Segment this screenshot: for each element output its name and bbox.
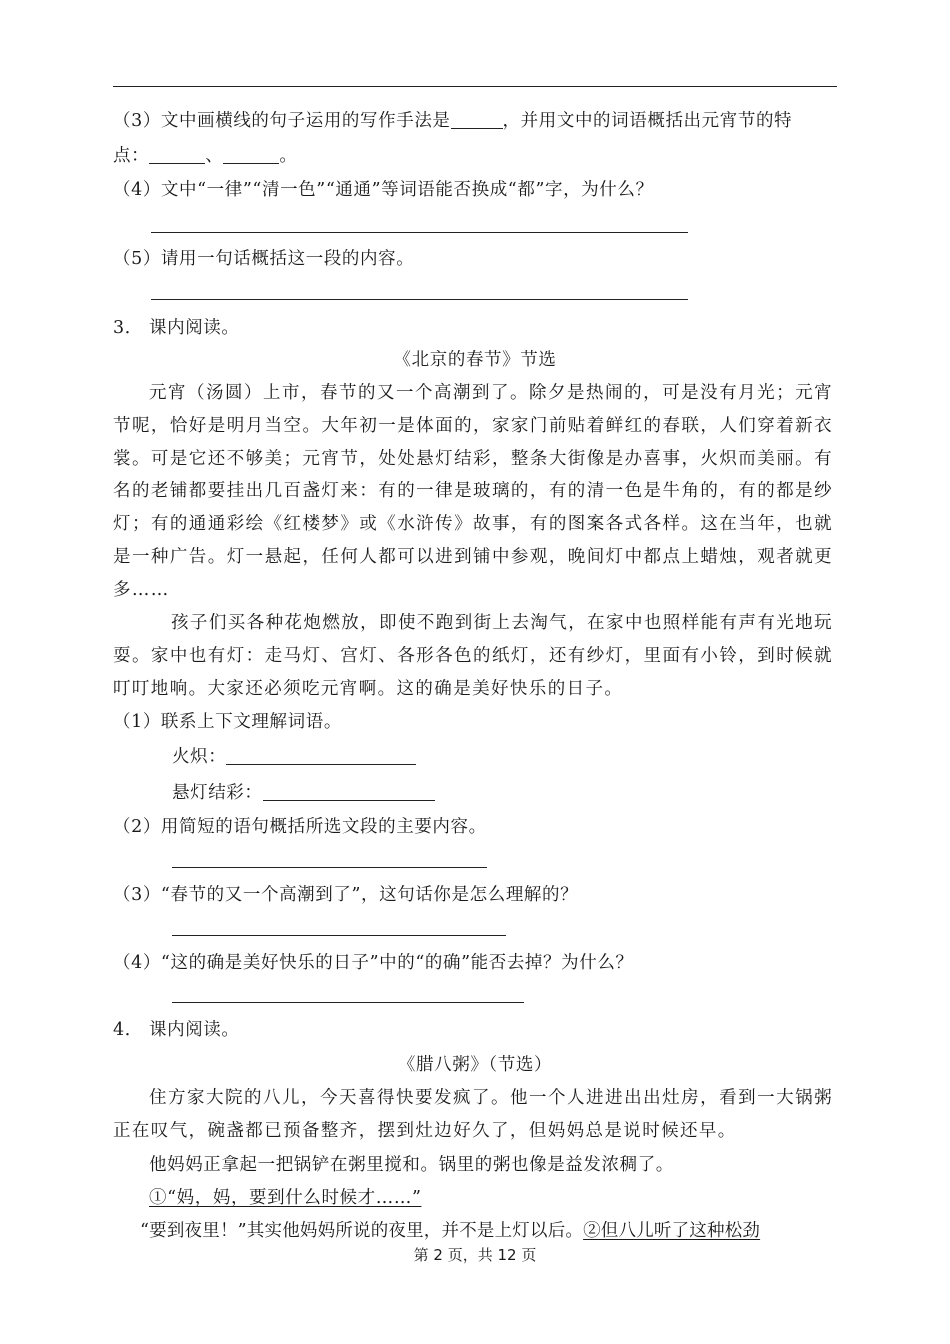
answer-blank[interactable]: [263, 782, 435, 801]
q2-sub3-text-a: （3）文中画横线的句子运用的写作手法是: [113, 111, 451, 131]
q4-heading: 4． 课内阅读。: [113, 1020, 240, 1040]
underlined-sentence-1: ①“妈，妈，要到什么时候才……”: [149, 1188, 422, 1208]
q3-passage-para2: 孩子们买各种花炮燃放，即使不跑到街上去淘气，在家中也照样能有声有光地玩耍。家中也有灯：走马灯、宫灯、各形各色的纸灯，还有纱灯，里面有小铃，到时候就叮叮地响。大家还必须吃元宵啊。这的确是美好快乐的日子。: [113, 613, 833, 699]
q4-passage-para2: 他妈妈正拿起一把锅铲在粥里搅和。锅里的粥也像是益发浓稠了。: [149, 1155, 674, 1175]
underlined-sentence-2: ②但八儿听了这种松劲: [583, 1221, 761, 1241]
q3-sub3: （3）“春节的又一个高潮到了”，这句话你是怎么理解的？: [113, 885, 579, 905]
q3-word1: [172, 741, 902, 774]
q2-sub3-sep: 、: [205, 146, 224, 166]
q2-sub5: （5）请用一句话概括这一段的内容。: [113, 249, 415, 269]
q4-passage-para3: [149, 1182, 879, 1215]
q2-sub3-line2: [113, 140, 843, 173]
q2-sub4: （4）文中“一律”“清一色”“通通”等词语能否换成“都”字，为什么？: [113, 180, 654, 200]
answer-line[interactable]: [172, 1002, 524, 1003]
answer-blank[interactable]: [451, 110, 503, 129]
q3-heading: 3． 课内阅读。: [113, 318, 240, 338]
q3-word2-label: 悬灯结彩：: [172, 783, 263, 803]
answer-line[interactable]: [172, 935, 506, 936]
q4-passage-para1: 住方家大院的八儿，今天喜得快要发疯了。他一个人进进出出灶房，看到一大锅粥正在叹气，碗盏都已预备整齐，摆到灶边好久了，但妈妈总是说时候还早。: [113, 1088, 833, 1141]
q3-word2: [172, 777, 902, 810]
answer-blank[interactable]: [223, 145, 279, 164]
page-footer: 第 2 页，共 12 页: [413, 1246, 537, 1264]
header-rule: [113, 86, 837, 87]
q4-para4-text: “要到夜里！”其实他妈妈所说的夜里，并不是上灯以后。: [140, 1221, 584, 1241]
q2-sub3-text-c: 点：: [113, 146, 150, 166]
q3-sub2: （2）用简短的语句概括所选文段的主要内容。: [113, 817, 487, 837]
q2-sub3-line1: [113, 105, 843, 138]
q2-sub3-end: 。: [279, 146, 298, 166]
answer-line[interactable]: [151, 299, 688, 300]
q3-passage-para1: 元宵（汤圆）上市，春节的又一个高潮到了。除夕是热闹的，可是没有月光；元宵节呢，恰好是明月当空。大年初一是体面的，家家门前贴着鲜红的春联，人们穿着新衣裳。可是它还不够美；元宵节，处处悬灯结彩，整条大街像是办喜事，火炽而美丽。有名的老铺都要挂出几百盏灯来：有的一律是玻璃的，有的清一色是牛角的，有的都是纱灯；有的通通彩绘《红楼梦》或《水浒传》故事，有的图案各式各样。这在当年，也就是一种广告。灯一悬起，任何人都可以进到铺中参观，晚间灯中都点上蜡烛，观者就更多……: [113, 383, 833, 600]
answer-blank[interactable]: [226, 746, 416, 765]
q2-sub3-text-b: ，并用文中的词语概括出元宵节的特: [502, 111, 793, 131]
answer-blank[interactable]: [149, 145, 205, 164]
q3-sub4: （4）“这的确是美好快乐的日子”中的“的确”能否去掉？为什么？: [113, 953, 634, 973]
q3-sub1: （1）联系上下文理解词语。: [113, 712, 342, 732]
q3-passage-title: 《北京的春节》节选: [393, 350, 557, 370]
answer-line[interactable]: [151, 232, 688, 233]
q3-word1-label: 火炽：: [172, 747, 227, 767]
answer-line[interactable]: [172, 867, 487, 868]
q4-passage-title: 《腊八粥》（节选）: [397, 1055, 553, 1075]
